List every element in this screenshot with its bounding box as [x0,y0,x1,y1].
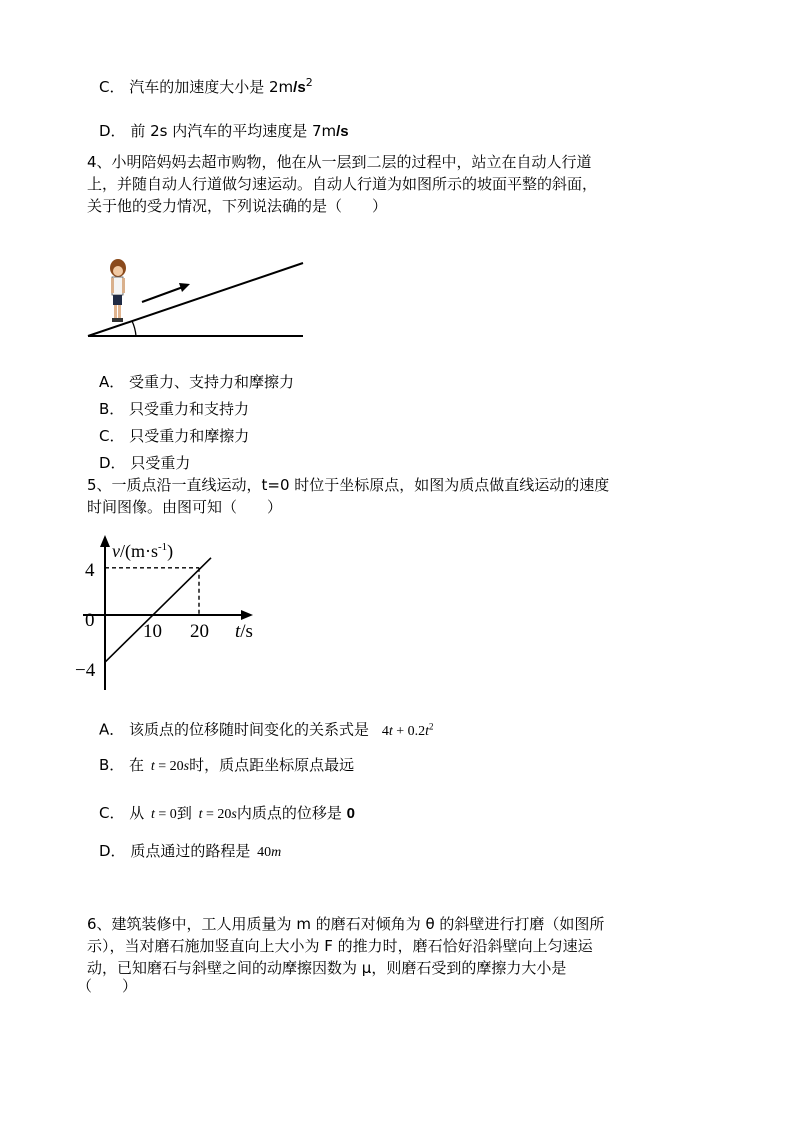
velocity-time-graph [75,535,275,695]
q4-stem-line-3: 关于他的受力情况，下列说法确的是（ ） [87,197,388,215]
q6-stem-line-4: （ ） [77,977,138,995]
tick-x-20: 20 [190,621,209,642]
q4-option-c: C． 只受重力和摩擦力 [99,427,250,445]
q4-option-b: B． 只受重力和支持力 [99,400,250,418]
q5-option-b: B． 在 t = 20s时，质点距坐标原点最远 [99,756,355,774]
x-axis-arrow [241,610,253,620]
tick-y-0: 0 [85,610,95,631]
tick-y-4: 4 [85,560,95,581]
q6-stem-line-2: 示），当对磨石施加竖直向上大小为 F 的推力时，磨石恰好沿斜壁向上匀速运 [87,937,593,955]
q5-option-c: C． 从 t = 0到 t = 20s内质点的位移是 0 [99,804,355,822]
q4-option-d: D． 只受重力 [99,454,191,472]
person-icon [110,259,126,322]
tick-x-10: 10 [143,621,162,642]
q4-stem-line-2: 上，并随自动人行道做匀速运动。自动人行道为如图所示的坡面平整的斜面， [87,175,598,193]
escalator-figure [80,250,320,350]
q5-option-a: A． 该质点的位移随时间变化的关系式是 $4t + 0.2t^2$ [99,720,434,739]
q6-stem-line-1: 6、建筑装修中，工人用质量为 m 的磨石对倾角为 θ 的斜壁进行打磨（如图所 [87,915,605,933]
y-axis-arrow [100,535,110,547]
q4-stem-line-1: 4、小明陪妈妈去超市购物，他在从一层到二层的过程中，站立在自动人行道 [87,153,592,171]
tick-y-neg4: −4 [75,660,96,681]
q4-option-a: A． 受重力、支持力和摩擦力 [99,373,295,391]
q6-stem-line-3: 动，已知磨石与斜壁之间的动摩擦因数为 μ，则磨石受到的摩擦力大小是 [87,959,567,977]
x-axis-label: t/s [235,621,253,642]
q5-option-a-expression: $4t + 0.2t^2$ [381,721,434,739]
series-line [105,558,211,662]
q5-option-d: D． 质点通过的路程是 40m [99,842,282,860]
q5-stem-line-1: 5、一质点沿一直线运动，t=0 时位于坐标原点，如图为质点做直线运动的速度 [87,476,610,494]
q5-stem-line-2: 时间图像。由图可知（ ） [87,498,283,516]
q3-option-c: C． 汽车的加速度大小是 $2m/s^2$ [99,76,313,96]
y-axis-label: $v/(m\cdot s^{-1})$ [112,541,174,561]
q3-option-d: D． 前 2s 内汽车的平均速度是 7m/s [99,122,349,140]
